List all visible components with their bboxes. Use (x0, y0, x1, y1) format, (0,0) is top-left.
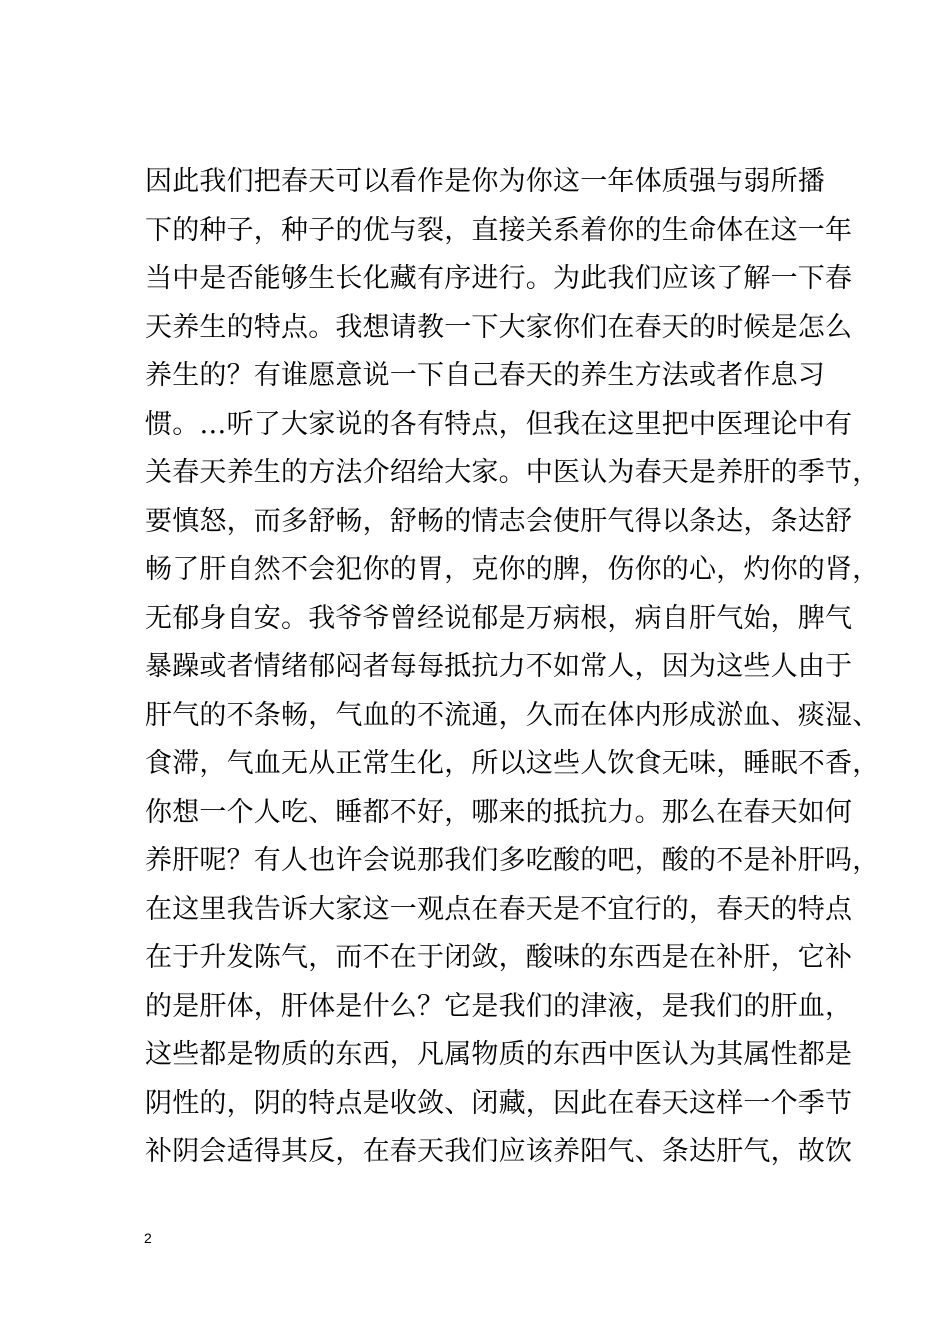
text-line: 食滞，气血无从正常生化，所以这些人饮食无味，睡眠不香， (145, 748, 880, 779)
text-line: 在这里我告诉大家这一观点在春天是不宜行的，春天的特点 (145, 893, 853, 925)
text-line: 因此我们把春天可以看作是你为你这一年体质强与弱所播 (145, 166, 825, 197)
text-line: 肝气的不条畅，气血的不流通，久而在体内形成淤血、痰湿、 (145, 699, 880, 731)
text-line: 这些都是物质的东西，凡属物质的东西中医认为其属性都是 (145, 1039, 853, 1070)
text-line: 养肝呢？有人也许会说那我们多吃酸的吧，酸的不是补肝吗， (145, 845, 880, 876)
text-line: 在于升发陈气，而不在于闭敛，酸味的东西是在补肝，它补 (145, 942, 853, 973)
body-text (145, 158, 880, 1177)
text-line: 暴躁或者情绪郁闷者每每抵抗力不如常人，因为这些人由于 (145, 651, 853, 682)
text-line: 畅了肝自然不会犯你的胃，克你的脾，伤你的心，灼你的肾， (145, 554, 880, 585)
text-line: 阴性的，阴的特点是收敛、闭藏，因此在春天这样一个季节 (145, 1087, 853, 1119)
text-line: 无郁身自安。我爷爷曾经说郁是万病根，病自肝气始，脾气 (145, 602, 853, 634)
text-line: 当中是否能够生长化藏有序进行。为此我们应该了解一下春 (145, 263, 853, 294)
text-line: 天养生的特点。我想请教一下大家你们在春天的时候是怎么 (145, 311, 853, 343)
text-line: 要慎怒，而多舒畅，舒畅的情志会使肝气得以条达，条达舒 (145, 505, 853, 537)
page-number: 2 (144, 1230, 152, 1246)
text-line: 的是肝体，肝体是什么？它是我们的津液，是我们的肝血， (145, 990, 853, 1022)
text-line: 关春天养生的方法介绍给大家。中医认为春天是养肝的季节， (145, 457, 880, 488)
text-line: 下的种子，种子的优与裂，直接关系着你的生命体在这一年 (145, 214, 853, 246)
text-line: 养生的？有谁愿意说一下自己春天的养生方法或者作息习 (145, 360, 825, 391)
text-line: 补阴会适得其反，在春天我们应该养阳气、条达肝气，故饮 (145, 1136, 853, 1167)
text-line: 惯。…听了大家说的各有特点，但我在这里把中医理论中有 (145, 408, 853, 440)
text-line: 你想一个人吃、睡都不好，哪来的抵抗力。那么在春天如何 (145, 796, 853, 828)
